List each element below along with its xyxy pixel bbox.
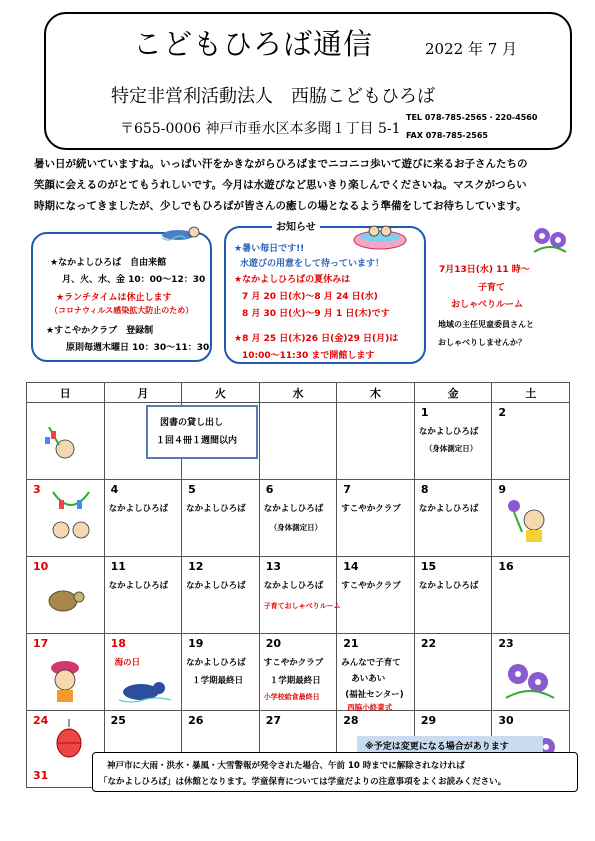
schedule-change-note <box>357 736 543 753</box>
special-open-days: ★8 月 25 日(木)26 日(金)29 日(月)は <box>234 334 399 344</box>
event: あいあい <box>351 674 386 684</box>
lunch-notice: ★ランチタイムは休止します <box>56 293 172 303</box>
event: なかよしひろば <box>418 427 479 437</box>
talk-room-desc: おしゃべりしませんか？ <box>438 338 526 347</box>
weekday-header: 木 <box>337 383 415 403</box>
day-number: 8 <box>420 483 429 496</box>
day-number: 12 <box>188 560 204 573</box>
day-number: 20 <box>265 637 281 650</box>
calendar-day <box>414 480 492 557</box>
child-with-flower-illustration <box>504 492 554 548</box>
event: すこやかクラブ <box>341 581 401 591</box>
event: なかよしひろば <box>186 581 246 591</box>
calendar-day <box>492 557 570 634</box>
event: なかよしひろば <box>186 504 246 514</box>
announcement-line: ★暑い毎日です!! <box>234 244 305 254</box>
event: (福祉センター) <box>345 690 404 700</box>
day-number: 5 <box>188 483 196 496</box>
swimming-penguin-illustration <box>115 674 175 706</box>
event: なかよしひろば <box>108 504 169 514</box>
calendar-day <box>337 634 415 711</box>
event: なかよしひろば <box>186 658 246 668</box>
club-line: ★すこやかクラブ 登録制 <box>46 326 154 336</box>
turtle-illustration <box>43 579 87 619</box>
summer-break-dates: 7 月 20 日(水)～8 月 24 日(水) <box>242 292 378 302</box>
day-number: 23 <box>498 637 514 650</box>
library-notice-line: １回４冊１週間以内 <box>156 436 238 446</box>
calendar-day <box>414 557 492 634</box>
calendar-day <box>104 557 182 634</box>
calendar-day-empty <box>259 403 337 480</box>
day-number: 9 <box>498 483 507 496</box>
day-number: 29 <box>420 714 437 727</box>
library-notice <box>146 405 258 459</box>
weekday-header: 火 <box>182 383 260 403</box>
day-number: 4 <box>110 483 119 496</box>
day-number: 6 <box>265 483 274 496</box>
special-open-hours: 10:00～11:30 まで開館します <box>242 351 375 361</box>
talk-room-date: 7月13日(水) 11 時～ <box>439 265 530 275</box>
calendar-day <box>104 634 182 711</box>
calendar-day <box>414 403 492 480</box>
newsletter-title: こどもひろば通信 <box>133 27 374 61</box>
event: なかよしひろば <box>263 504 324 514</box>
warning-line: 「なかよしひろば」は休館となります。学童保育については学童だよりの注意事項をよくお読みください。 <box>99 777 507 787</box>
day-number: 18 <box>110 637 126 650</box>
announcement-line: 水遊びの用意をして待っています！ <box>240 259 385 269</box>
intro-line: 暑い日が続いていますね。いっぱい汗をかきながらひろばまでニコニコ歩いて遊びに来るお子さんたちの <box>34 158 528 170</box>
event: なかよしひろば <box>108 581 169 591</box>
calendar-day <box>259 480 337 557</box>
schedule-change-text: ※予定は変更になる場合があります <box>365 742 509 752</box>
day-number: 7 <box>343 483 351 496</box>
calendar-table <box>26 382 570 788</box>
day-number: 10 <box>33 560 49 573</box>
calendar-day <box>27 557 105 634</box>
lunch-reason: （コロナウィルス感染拡大防止のため） <box>50 306 194 315</box>
calendar-day <box>492 480 570 557</box>
calendar-day <box>104 480 182 557</box>
calendar-day <box>337 480 415 557</box>
day-number: 2 <box>498 406 507 419</box>
club-schedule: 原則毎週木曜日 10：30～11：30 <box>66 343 210 353</box>
day-number: 27 <box>265 714 281 727</box>
event-note: 子育ておしゃべりルーム <box>263 602 341 610</box>
event: １学期最終日 <box>269 676 321 686</box>
summer-break-heading: ★なかよしひろばの夏休みは <box>234 275 351 285</box>
holiday: 海の日 <box>114 658 141 668</box>
event: みんなで子育て <box>341 658 401 668</box>
warning-line: 神戸市に大雨・洪水・暴風・大雪警報が発令された場合、午前 10 時までに解除されなければ <box>107 761 465 771</box>
day-number: 14 <box>343 560 359 573</box>
calendar-day <box>492 634 570 711</box>
day-number: 28 <box>343 714 359 727</box>
event: なかよしひろば <box>418 504 479 514</box>
talk-room-desc: 地域の主任児童委員さんと <box>438 320 534 329</box>
weekday-header: 金 <box>414 383 492 403</box>
event-note: （身体測定日） <box>269 523 323 532</box>
calendar-day <box>259 557 341 634</box>
weekday-header-row <box>27 383 570 403</box>
organization-name: 特定非営利活動法人 西脇こどもひろば <box>111 86 435 107</box>
calendar-day-empty <box>337 403 415 480</box>
calendar-day <box>414 634 492 711</box>
calendar-day <box>27 480 105 557</box>
morning-glory-illustration <box>530 222 570 256</box>
event: すこやかクラブ <box>263 658 324 668</box>
summer-break-dates: 8 月 30 日(火)～9 月 1 日(木)です <box>242 309 390 319</box>
calendar-day <box>182 634 260 711</box>
calendar-day <box>492 403 570 480</box>
calendar-day <box>182 557 260 634</box>
day-number: 13 <box>265 560 281 573</box>
calendar-day <box>259 634 337 711</box>
calendar-day-empty <box>27 403 105 480</box>
talk-room-title: おしゃべりルーム <box>451 300 524 310</box>
weekday-header: 月 <box>104 383 182 403</box>
weekday-header: 土 <box>492 383 570 403</box>
weekday-header: 水 <box>259 383 337 403</box>
day-number: 25 <box>110 714 126 727</box>
calendar-week <box>27 480 570 557</box>
event-note: 西脇小終業式 <box>347 703 393 712</box>
intro-line: 笑顔に会えるのがとてもうれしいです。今月は水遊びなど思いきり楽しんでくださいね。マスクがつらい <box>34 179 527 191</box>
tanabata-children-illustration <box>43 488 99 548</box>
day-number: 1 <box>420 406 429 419</box>
calendar-day <box>182 480 260 557</box>
hours-line: ★なかよしひろば 自由来館 <box>50 258 167 268</box>
day-number: 3 <box>33 483 41 496</box>
day-number: 16 <box>498 560 514 573</box>
calendar-day <box>337 557 415 634</box>
day-number: 17 <box>33 637 49 650</box>
day-number: 31 <box>33 769 49 782</box>
event: １学期最終日 <box>192 676 244 686</box>
day-number: 19 <box>188 637 204 650</box>
announcement-title: お知らせ <box>272 218 320 233</box>
weather-warning-notice <box>92 752 578 792</box>
event-note: 小学校給食最終日 <box>263 693 320 701</box>
event: なかよしひろば <box>263 581 324 591</box>
weekday-header: 日 <box>27 383 105 403</box>
issue-date: 2022 年 7 月 <box>425 40 518 58</box>
event-note: （身体測定日） <box>424 444 478 453</box>
event: すこやかクラブ <box>341 504 401 514</box>
day-number: 11 <box>110 560 126 573</box>
hours-line: 月、火、水、金 10：00～12：30 <box>62 275 206 285</box>
swimming-child-illustration <box>158 222 202 244</box>
calendar-week <box>27 403 570 480</box>
day-number: 21 <box>343 637 359 650</box>
intro-line: 時期になってきましたが、少しでもひろばが皆さんの癒しの場となるよう準備をしてお待ちしています。 <box>34 200 527 212</box>
child-with-hat-illustration <box>41 656 89 706</box>
library-notice-line: 図書の貸し出し <box>160 418 224 428</box>
tanabata-child-illustration <box>41 423 85 467</box>
telephone: TEL 078-785-2565・220-4560 <box>406 113 538 122</box>
day-number: 30 <box>498 714 514 727</box>
day-number: 24 <box>33 714 49 727</box>
calendar-week <box>27 557 570 634</box>
fax: FAX 078-785-2565 <box>406 131 488 140</box>
day-number: 22 <box>420 637 437 650</box>
calendar-day <box>27 634 105 711</box>
event: なかよしひろば <box>418 581 479 591</box>
day-number: 26 <box>188 714 204 727</box>
lantern-illustration <box>53 719 85 765</box>
calendar-week <box>27 634 570 711</box>
morning-glory-illustration <box>502 654 556 704</box>
talk-room-label: 子育て <box>478 283 506 293</box>
day-number: 15 <box>420 560 437 573</box>
address: 〒655-0006 神戸市垂水区本多聞１丁目 5-1 <box>120 121 401 137</box>
pool-illustration <box>352 220 408 250</box>
